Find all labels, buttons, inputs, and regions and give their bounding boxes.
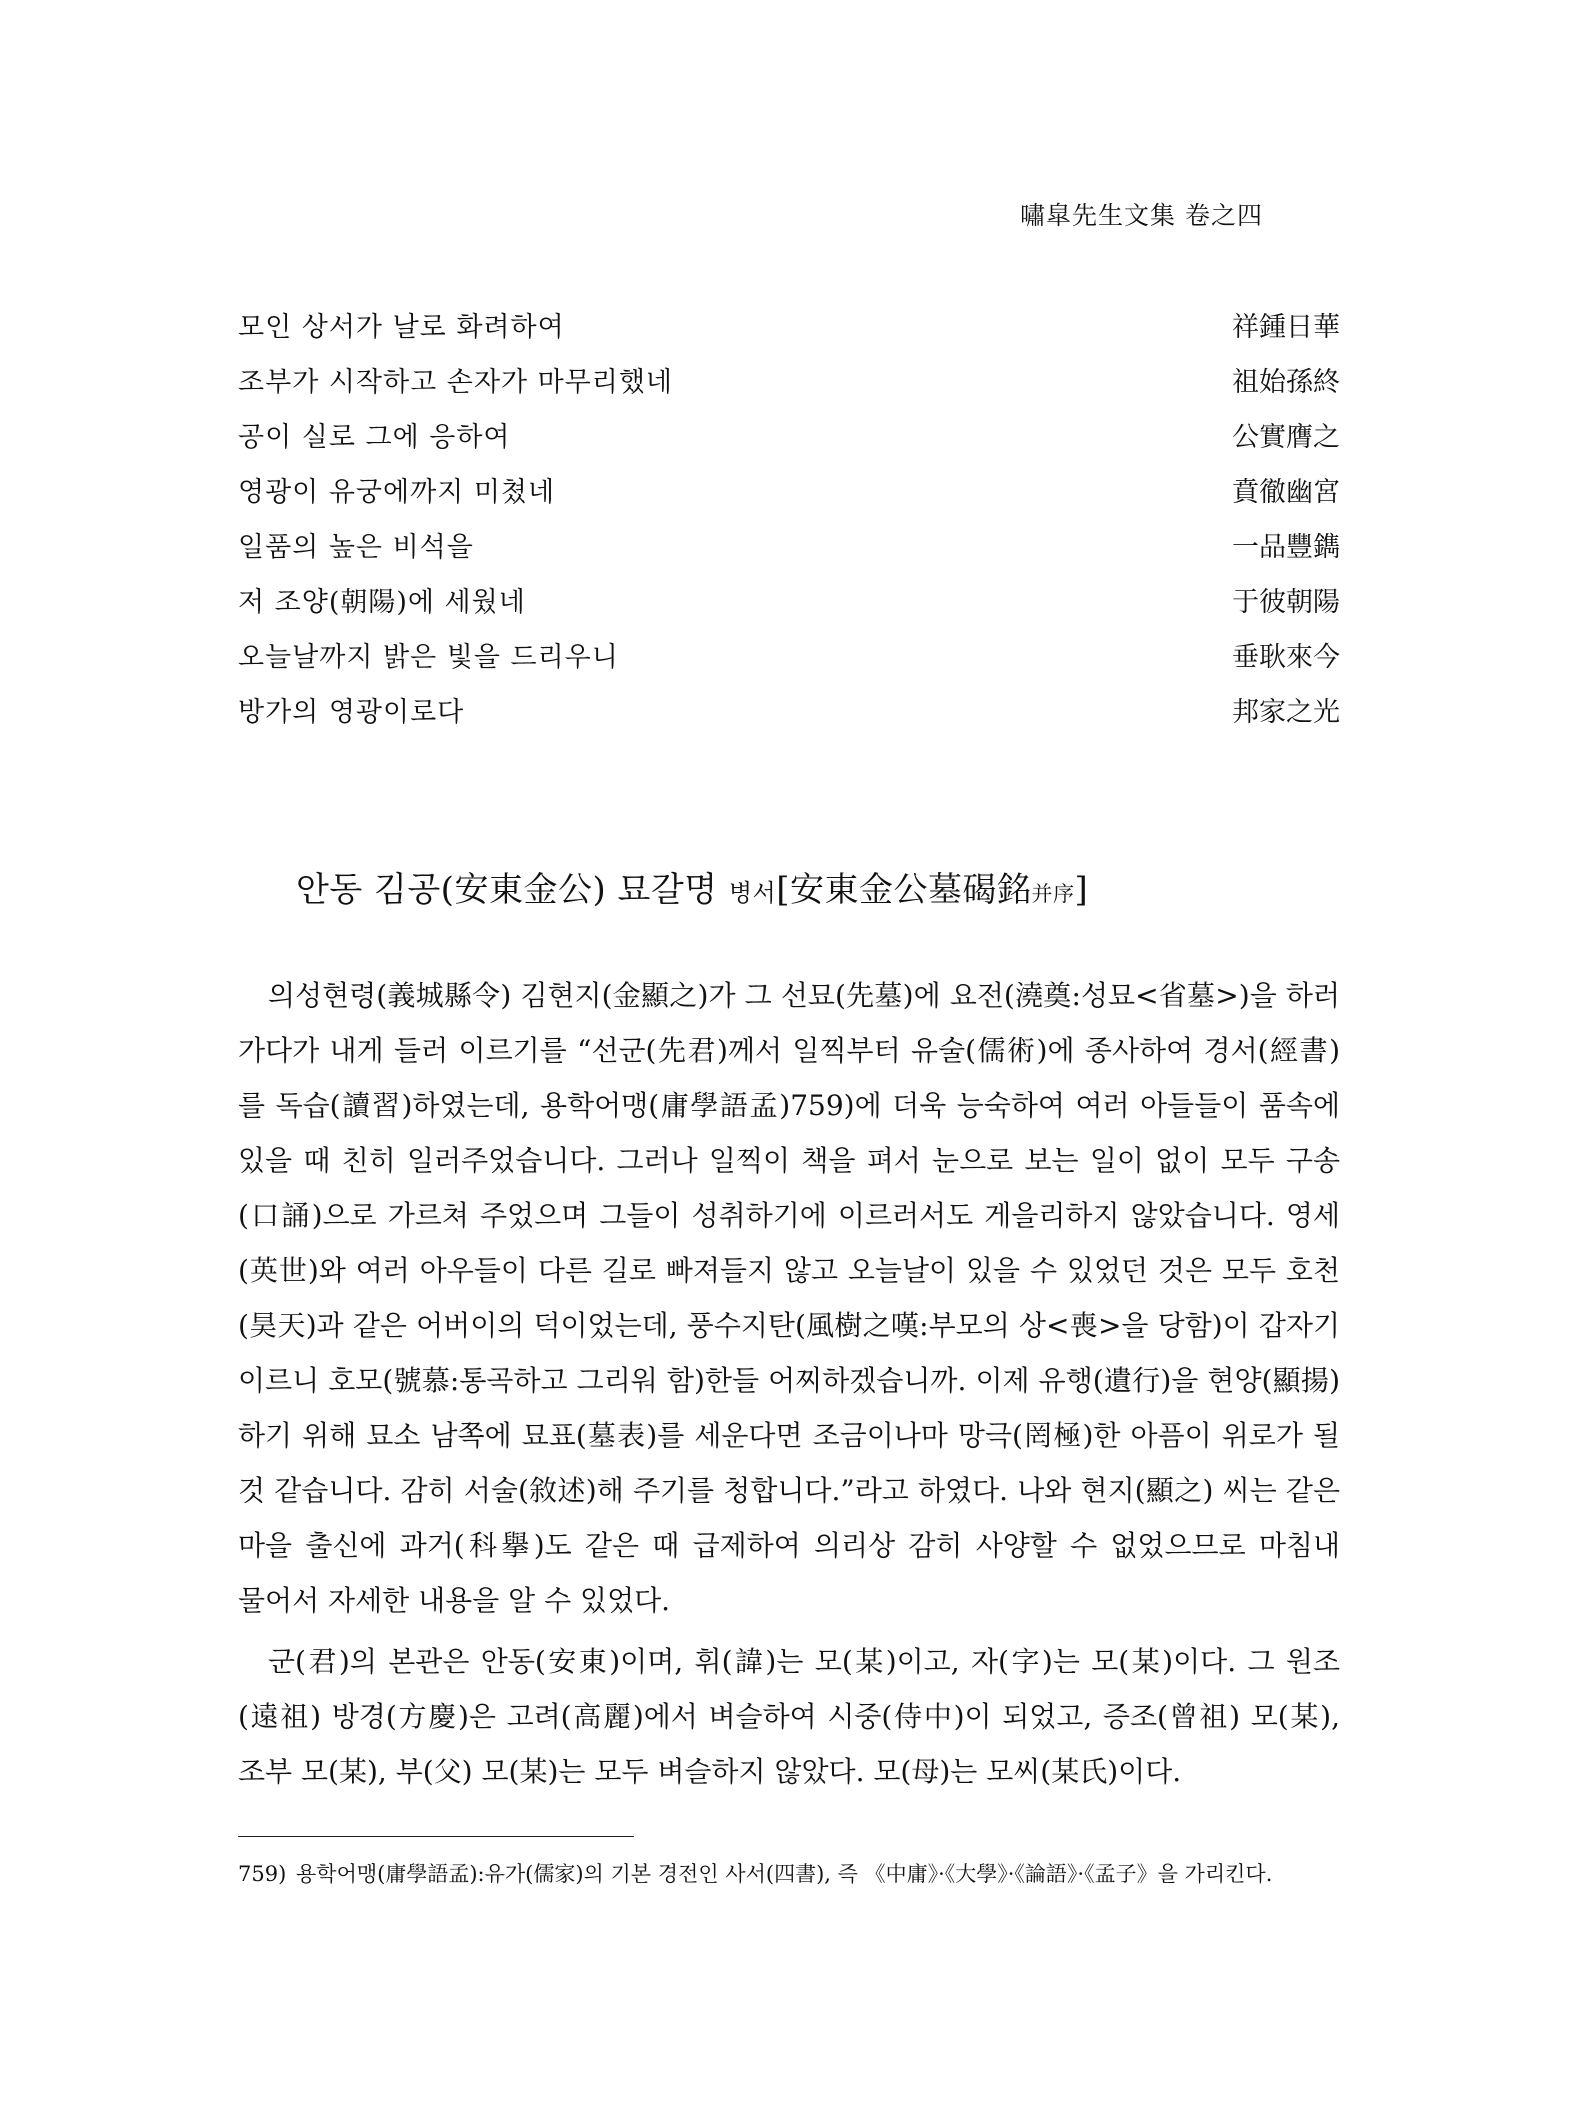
section-title [296, 862, 1088, 911]
footnote-number: 759) [238, 1862, 287, 1886]
poem-line-hanja: 祖始孫終 [1232, 367, 1340, 398]
poem-line-hanja: 一品豐鐫 [1232, 532, 1340, 563]
body-paragraph: 의성현령(義城縣令) 김현지(金顯之)가 그 선묘(先墓)에 요전(澆奠:성묘<省墓>)을 하러 가다가 내게 들러 이르기를 “선군(先君)께서 일찍부터 유술(儒術)에 종사하여 경서(經書)를 독습(讀習)하였는데, 용학어맹(庸學語孟)759)에 더욱 능숙하여 여러 아들들이 품속에 있을 때 친히 일러주었습니다. 그러나 일찍이 책을 펴서 눈으로 보는 일이 없이 모두 구송(口誦)으로 가르쳐 주었으며 그들이 성취하기에 이르러서도 게을리하지 않았습니다. 영세(英世)와 여러 아우들이 다른 길로 빠져들지 않고 오늘날이 있을 수 있었던 것은 모두 호천(昊天)과 같은 어버이의 덕이었는데, 풍수지탄(風樹之嘆:부모의 상<喪>을 당함)이 갑자기 이르니 호모(號慕:통곡하고 그리워 함)한들 어찌하겠습니까. 이제 유행(遺行)을 현양(顯揚)하기 위해 묘소 남쪽에 묘표(墓表)를 세운다면 조금이나마 망극(罔極)한 아픔이 위로가 될 것 같습니다. 감히 서술(敘述)해 주기를 청합니다.”라고 하였다. 나와 현지(顯之) 씨는 같은 마을 출신에 과거(科擧)도 같은 때 급제하여 의리상 감히 사양할 수 없었으므로 마침내 물어서 자세한 내용을 알 수 있었다. [238, 979, 1340, 1617]
footnote [238, 1857, 1340, 1891]
running-header-title: 嘯皐先生文集 卷之四 [1020, 201, 1263, 230]
poem-line-korean: 공이 실로 그에 응하여 [238, 422, 511, 453]
body-paragraph: 군(君)의 본관은 안동(安東)이며, 휘(諱)는 모(某)이고, 자(字)는 모(某)이다. 그 원조(遠祖) 방경(方慶)은 고려(高麗)에서 벼슬하여 시중(侍中)이 되었고, 증조(曾祖) 모(某), 조부 모(某), 부(父) 모(某)는 모두 벼슬하지 않았다. 모(母)는 모씨(某氏)이다. [238, 1645, 1340, 1788]
poem-line [238, 580, 1340, 635]
poem-line-korean: 모인 상서가 날로 화려하여 [238, 312, 565, 343]
section-title-note: 병서 [728, 879, 777, 907]
poem-line-hanja: 邦家之光 [1232, 697, 1340, 728]
poem-line [238, 360, 1340, 415]
poem-line [238, 635, 1340, 690]
poem-line-hanja: 賁徹幽宮 [1232, 477, 1340, 508]
poem-line-korean: 일품의 높은 비석을 [238, 532, 474, 563]
section-title-hanja-small: 并序 [1031, 882, 1075, 906]
poem-line [238, 525, 1340, 580]
poem-line [238, 305, 1340, 360]
poem-line [238, 415, 1340, 470]
poem-line-korean: 오늘날까지 밝은 빛을 드리우니 [238, 642, 619, 673]
poem-line [238, 690, 1340, 745]
poem-line-hanja: 祥鍾日華 [1232, 312, 1340, 343]
poem-line-hanja: 垂耿來今 [1232, 642, 1340, 673]
section-title-close: ] [1074, 870, 1089, 910]
poem-line-korean: 조부가 시작하고 손자가 마무리했네 [238, 367, 673, 398]
section-title-main: 안동 김공(安東金公) 묘갈명 [296, 870, 718, 910]
poem-line [238, 470, 1340, 525]
poem-block [238, 305, 1340, 745]
poem-line-korean: 방가의 영광이로다 [238, 697, 465, 728]
poem-line-hanja: 公實膺之 [1232, 422, 1340, 453]
footnote-divider [238, 1836, 634, 1837]
poem-line-korean: 영광이 유궁에까지 미쳤네 [238, 477, 556, 508]
section-title-hanja: [安東金公墓碣銘 [776, 870, 1032, 910]
footnote-text: 용학어맹(庸學語孟):유가(儒家)의 기본 경전인 사서(四書), 즉 《中庸》·《大學》·《論語》·《孟子》을 가리킨다. [296, 1862, 1273, 1886]
poem-line-korean: 저 조양(朝陽)에 세웠네 [238, 587, 526, 618]
body-text [238, 968, 1340, 1805]
poem-line-hanja: 于彼朝陽 [1232, 587, 1340, 618]
